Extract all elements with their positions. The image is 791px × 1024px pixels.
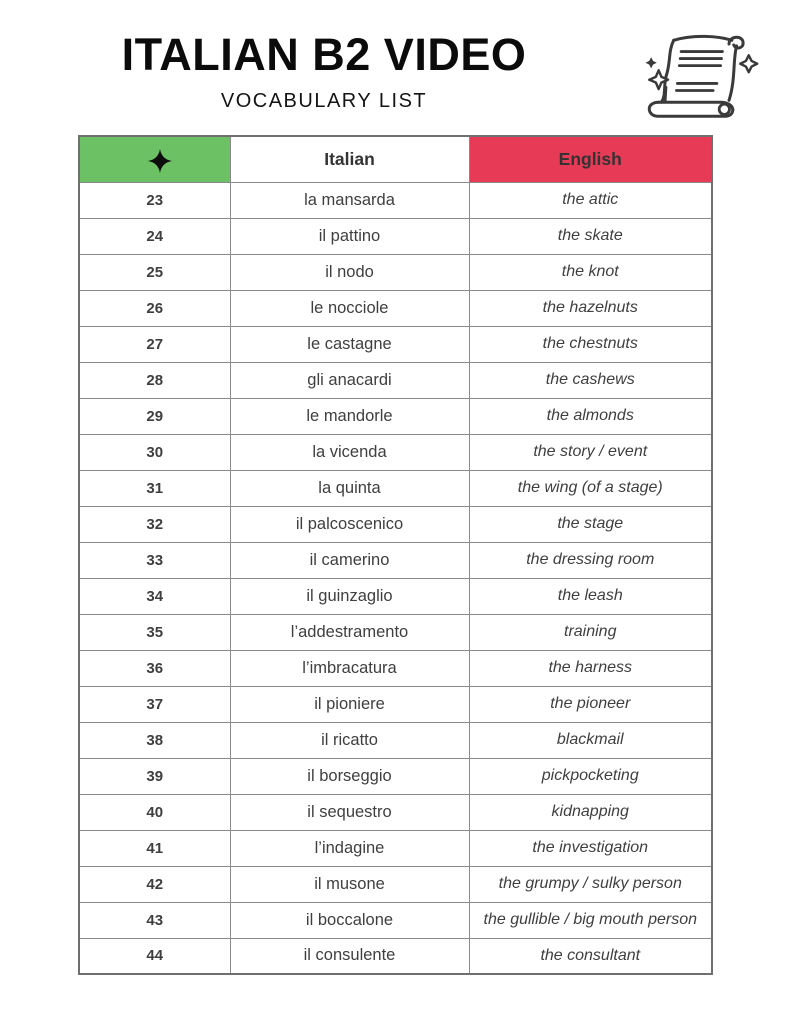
cell-number: 26 [79,290,230,326]
table-row [79,398,712,434]
cell-number: 23 [79,182,230,218]
table-row [79,722,712,758]
table-row [79,326,712,362]
table-row [79,902,712,938]
cell-english: the leash [469,578,712,614]
cell-number: 24 [79,218,230,254]
cell-english: the gullible / big mouth person [469,902,712,938]
cell-number: 33 [79,542,230,578]
cell-italian: il camerino [230,542,469,578]
table-row [79,650,712,686]
cell-number: 38 [79,722,230,758]
table-row [79,290,712,326]
table-row [79,182,712,218]
cell-english: the stage [469,506,712,542]
cell-english: the dressing room [469,542,712,578]
cell-italian: le nocciole [230,290,469,326]
cell-italian: le castagne [230,326,469,362]
cell-english: the knot [469,254,712,290]
vocabulary-table [78,135,713,975]
cell-number: 30 [79,434,230,470]
cell-number: 32 [79,506,230,542]
table-row [79,506,712,542]
cell-number: 28 [79,362,230,398]
cell-english: the almonds [469,398,712,434]
cell-number: 41 [79,830,230,866]
table-row [79,542,712,578]
cell-english: the skate [469,218,712,254]
table-row [79,254,712,290]
table-row [79,794,712,830]
table-header-row [79,136,712,182]
cell-italian: il borseggio [230,758,469,794]
cell-english: blackmail [469,722,712,758]
vocab-table-body [79,182,712,974]
page-title: ITALIAN B2 VIDEO [121,29,527,80]
cell-italian: l’indagine [230,830,469,866]
cell-number: 36 [79,650,230,686]
four-pointed-star-icon [148,149,172,173]
cell-number: 37 [79,686,230,722]
table-row [79,686,712,722]
english-column-header: English [469,136,712,182]
cell-italian: il pioniere [230,686,469,722]
cell-english: training [469,614,712,650]
table-row [79,830,712,866]
cell-number: 35 [79,614,230,650]
italian-column-header: Italian [230,136,469,182]
number-column-header [79,136,230,182]
table-row [79,218,712,254]
cell-number: 34 [79,578,230,614]
cell-italian: la quinta [230,470,469,506]
cell-number: 40 [79,794,230,830]
cell-english: the harness [469,650,712,686]
cell-italian: il musone [230,866,469,902]
cell-english: the chestnuts [469,326,712,362]
cell-english: the attic [469,182,712,218]
table-row [79,470,712,506]
cell-italian: il boccalone [230,902,469,938]
table-row [79,938,712,974]
table-row [79,866,712,902]
cell-number: 39 [79,758,230,794]
cell-number: 27 [79,326,230,362]
cell-number: 29 [79,398,230,434]
cell-english: the hazelnuts [469,290,712,326]
cell-english: the cashews [469,362,712,398]
cell-english: the consultant [469,938,712,974]
cell-italian: il pattino [230,218,469,254]
page-subtitle: VOCABULARY LIST [220,89,428,112]
cell-italian: il ricatto [230,722,469,758]
cell-english: pickpocketing [469,758,712,794]
header [78,30,570,113]
cell-italian: il sequestro [230,794,469,830]
cell-english: the pioneer [469,686,712,722]
table-row [79,578,712,614]
cell-italian: l’imbracatura [230,650,469,686]
table-row [79,758,712,794]
cell-number: 42 [79,866,230,902]
cell-italian: il guinzaglio [230,578,469,614]
cell-number: 25 [79,254,230,290]
cell-italian: le mandorle [230,398,469,434]
cell-english: the investigation [469,830,712,866]
cell-italian: il palcoscenico [230,506,469,542]
scroll-with-sparkles-icon [638,28,760,122]
cell-english: the grumpy / sulky person [469,866,712,902]
cell-english: the wing (of a stage) [469,470,712,506]
table-row [79,362,712,398]
cell-number: 43 [79,902,230,938]
cell-number: 31 [79,470,230,506]
cell-italian: l’addestramento [230,614,469,650]
cell-italian: il consulente [230,938,469,974]
cell-italian: gli anacardi [230,362,469,398]
cell-italian: la vicenda [230,434,469,470]
cell-english: kidnapping [469,794,712,830]
cell-number: 44 [79,938,230,974]
cell-english: the story / event [469,434,712,470]
cell-italian: la mansarda [230,182,469,218]
table-row [79,614,712,650]
cell-italian: il nodo [230,254,469,290]
table-row [79,434,712,470]
